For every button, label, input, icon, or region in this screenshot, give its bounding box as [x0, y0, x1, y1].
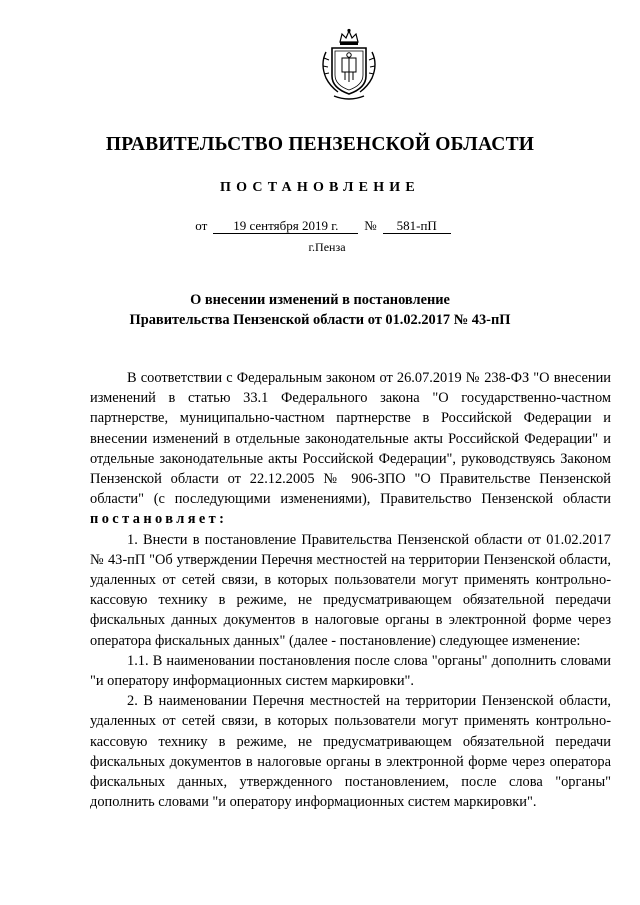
decrees-word: постановляет: [90, 511, 228, 528]
item-1-1-paragraph: 1.1. В наименовании постановления после слова "органы" дополнить словами "и оператору информационных систем маркировки". [90, 652, 611, 690]
subject-line-2: Правительства Пензенской области от 01.02.2017 № 43-пП [129, 312, 511, 328]
preamble-paragraph [90, 368, 611, 530]
item-2-paragraph: 2. В наименовании Перечня местностей на территории Пензенской области, удаленных от сетей связи, в которых пользователи могут применять контрольно-кассовую технику в режиме, не предусматривающем обязательной передачи фискальных документов в налоговые органы в электронной форме через оператора фискальных данных, утвержденного постановлением, после слова "органы" дополнить словами "и оператору информационных систем маркировки". [90, 693, 611, 811]
document-type-title: ПОСТАНОВЛЕНИЕ [220, 180, 420, 195]
decree-subject [0, 290, 640, 330]
number-sign: № [364, 218, 377, 233]
subject-line-1: О внесении изменений в постановление [190, 292, 450, 308]
item-1-paragraph: 1. Внести в постановление Правительства Пензенской области от 01.02.2017 № 43-пП "Об утверждении Перечня местностей на территории Пензенской области, удаленных от сетей связи, в которых пользователи могут применять контрольно-кассовую технику в режиме, не предусматривающем обязательной передачи фискальных данных документов в налоговые органы в электронной форме через оператора фискальных данных" (далее - постановление) следующее изменение: [90, 531, 611, 649]
decree-date: 19 сентября 2019 г. [213, 219, 358, 234]
preamble-text: В соответствии с Федеральным законом от 26.07.2019 № 238-ФЗ "О внесении изменений в статью 33.1 Федерального закона "О государственно-частном партнерстве, муниципально-частном партнерстве в Российской Федерации и внесении изменений в отдельные законодательные акты Российской Федерации" и отдельные законодательные акты Российской Федерации", руководствуясь Законом Пензенской области от 22.12.2005 № 906-ЗПО "О Правительстве Пензенской области" (с последующими изменениями), Правительство Пензенской области [90, 370, 611, 508]
date-number-line [0, 218, 640, 234]
decree-body [90, 368, 611, 812]
date-prefix: от [195, 218, 208, 233]
coat-of-arms-emblem [318, 28, 380, 102]
decree-number: 581-пП [383, 219, 451, 234]
government-title: ПРАВИТЕЛЬСТВО ПЕНЗЕНСКОЙ ОБЛАСТИ [105, 134, 535, 155]
city-name: г.Пенза [308, 240, 346, 254]
